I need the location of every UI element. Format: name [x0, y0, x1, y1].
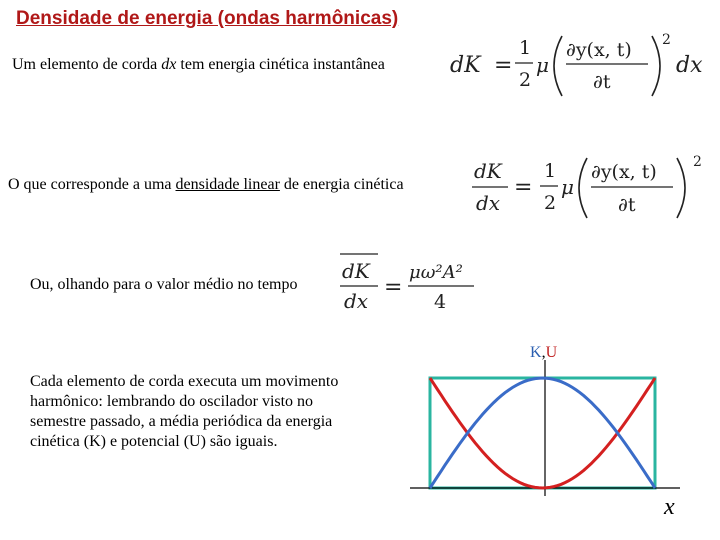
eq2-partial-num: ∂y(x, t): [591, 161, 657, 183]
eq1-dx: dx: [676, 53, 703, 78]
eq2-lhs-den: dx: [476, 191, 501, 215]
eq2-num: 1: [544, 160, 557, 182]
eq2-right-paren: [677, 158, 685, 218]
density-prefix: O que corresponde a uma: [8, 176, 176, 193]
kinetic-energy-curve: [430, 378, 655, 488]
linear-density-statement: [8, 176, 404, 194]
kinetic-energy-equation: [448, 30, 708, 100]
eq1-right-paren: [652, 36, 660, 96]
energy-graph: [405, 342, 690, 512]
x-axis-label: x: [664, 494, 675, 520]
potential-label: U: [545, 344, 558, 361]
eq1-equals: =: [494, 53, 513, 78]
statement-suffix: tem energia cinética instantânea: [176, 56, 385, 73]
kinetic-label: K: [530, 344, 542, 361]
potential-energy-curve: [430, 378, 655, 488]
page-title: Densidade de energia (ondas harmônicas): [16, 8, 399, 29]
eq1-partial-num: ∂y(x, t): [566, 39, 632, 61]
eq3-lhs-den: dx: [344, 289, 369, 313]
eq1-exp: 2: [662, 32, 671, 48]
average-density-equation: [336, 248, 486, 320]
eq1-num: 1: [519, 37, 532, 59]
eq2-den: 2: [544, 192, 557, 214]
eq1-partial-den: ∂t: [593, 71, 611, 93]
linear-density-term: densidade linear: [175, 176, 280, 193]
eq2-mu: μ: [561, 175, 574, 199]
eq2-equals: =: [514, 175, 533, 200]
eq1-den: 2: [519, 69, 532, 91]
eq1-left-paren: [554, 36, 562, 96]
eq2-lhs-num: dK: [474, 159, 502, 183]
kinetic-energy-statement: [12, 56, 385, 74]
label-separator: ,: [541, 344, 546, 361]
eq1-lhs: dK: [450, 53, 481, 78]
eq2-exp: 2: [693, 154, 702, 170]
eq2-partial-den: ∂t: [618, 194, 636, 216]
eq3-num: μω²A²: [409, 262, 463, 283]
dx-variable: dx: [161, 56, 177, 73]
statement-prefix: Um elemento de corda: [12, 56, 162, 73]
eq1-mu: μ: [536, 53, 549, 77]
linear-density-equation: [468, 150, 708, 222]
period-box: [430, 378, 655, 488]
density-suffix: de energia cinética: [279, 176, 404, 193]
eq3-den: 4: [434, 291, 447, 313]
harmonic-motion-explanation: Cada elemento de corda executa um movimento harmônico: lembrando do oscilador visto no semestre passado, a média periódica da energia cinética (K) e potencial (U) são iguais.: [30, 373, 339, 450]
eq3-lhs-num: dK: [342, 259, 370, 283]
eq2-left-paren: [579, 158, 587, 218]
time-average-statement: Ou, olhando para o valor médio no tempo: [30, 276, 298, 293]
eq3-equals: =: [384, 275, 403, 300]
